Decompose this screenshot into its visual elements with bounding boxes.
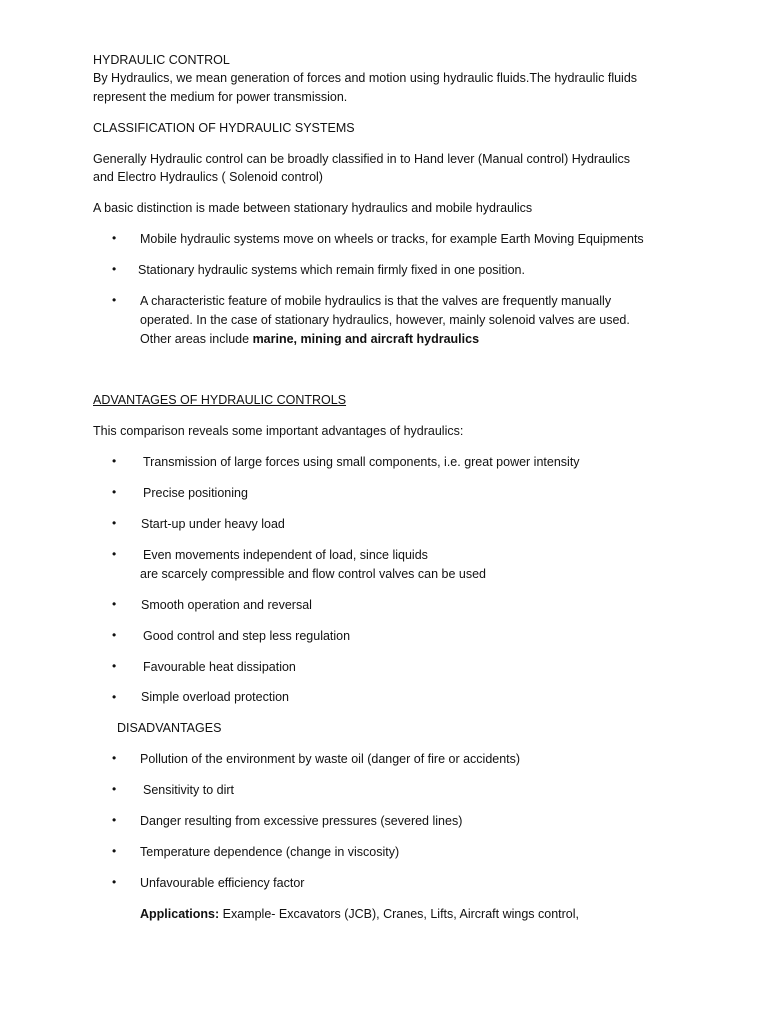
distinction-item-characteristic-line-2: operated. In the case of stationary hydraulics, however, mainly solenoid valves are used. — [140, 313, 630, 327]
bullet-glyph: • — [112, 485, 117, 499]
bullet-glyph: • — [112, 751, 117, 765]
distinction-item-stationary: Stationary hydraulic systems which remain firmly fixed in one position. — [138, 263, 525, 277]
bullet-glyph: • — [112, 262, 117, 276]
other-areas-prefix: Other areas include — [140, 332, 253, 346]
bullet-glyph: • — [112, 844, 117, 858]
applications-line — [140, 905, 579, 924]
bullet-glyph: • — [112, 454, 117, 468]
advantage-item-5: Smooth operation and reversal — [141, 598, 312, 612]
classification-line-2: and Electro Hydraulics ( Solenoid control) — [93, 170, 323, 184]
distinction-item-characteristic-line-3 — [140, 330, 479, 349]
bullet-glyph: • — [112, 875, 117, 889]
advantages-intro: This comparison reveals some important advantages of hydraulics: — [93, 424, 464, 438]
applications-text: Example- Excavators (JCB), Cranes, Lifts, Aircraft wings control, — [219, 907, 580, 921]
other-areas-list: marine, mining and aircraft hydraulics — [252, 332, 480, 346]
advantage-item-3: Start-up under heavy load — [141, 517, 285, 531]
advantage-item-4-line-2: are scarcely compressible and flow control valves can be used — [140, 567, 487, 581]
disadvantage-item-4: Temperature dependence (change in viscosity) — [140, 845, 400, 859]
bullet-glyph: • — [112, 659, 117, 673]
advantage-item-6: Good control and step less regulation — [143, 629, 351, 643]
bullet-glyph: • — [112, 516, 117, 530]
advantage-item-4-line-1: Even movements independent of load, since liquids — [143, 548, 428, 562]
advantage-item-2: Precise positioning — [143, 486, 248, 500]
classification-heading: CLASSIFICATION OF HYDRAULIC SYSTEMS — [93, 121, 355, 135]
advantage-item-7: Favourable heat dissipation — [143, 660, 296, 674]
bullet-glyph: • — [112, 690, 117, 704]
distinction-item-characteristic-line-1: A characteristic feature of mobile hydraulics is that the valves are frequently manually — [140, 294, 612, 308]
distinction-paragraph: A basic distinction is made between stationary hydraulics and mobile hydraulics — [93, 201, 533, 215]
bullet-glyph: • — [112, 293, 117, 307]
bullet-glyph: • — [112, 597, 117, 611]
advantage-item-8: Simple overload protection — [141, 690, 289, 704]
distinction-item-mobile: Mobile hydraulic systems move on wheels or tracks, for example Earth Moving Equipments — [140, 232, 644, 246]
disadvantages-heading: DISADVANTAGES — [117, 721, 222, 735]
disadvantage-item-3: Danger resulting from excessive pressures (severed lines) — [140, 814, 463, 828]
document-title: HYDRAULIC CONTROL — [93, 53, 230, 67]
bullet-glyph: • — [112, 813, 117, 827]
bullet-glyph: • — [112, 547, 117, 561]
intro-line-2: represent the medium for power transmission. — [93, 90, 348, 104]
classification-line-1: Generally Hydraulic control can be broadly classified in to Hand lever (Manual control) Hydraulics — [93, 152, 631, 166]
bullet-glyph: • — [112, 782, 117, 796]
applications-label: Applications: — [140, 907, 220, 921]
disadvantage-item-2: Sensitivity to dirt — [143, 783, 235, 797]
bullet-glyph: • — [112, 231, 117, 245]
advantage-item-1: Transmission of large forces using small components, i.e. great power intensity — [143, 455, 580, 469]
disadvantage-item-1: Pollution of the environment by waste oil (danger of fire or accidents) — [140, 752, 521, 766]
bullet-glyph: • — [112, 628, 117, 642]
disadvantage-item-5: Unfavourable efficiency factor — [140, 876, 305, 890]
intro-line-1: By Hydraulics, we mean generation of forces and motion using hydraulic fluids.The hydraulic fluids — [93, 71, 638, 85]
advantages-heading: ADVANTAGES OF HYDRAULIC CONTROLS — [93, 393, 347, 407]
